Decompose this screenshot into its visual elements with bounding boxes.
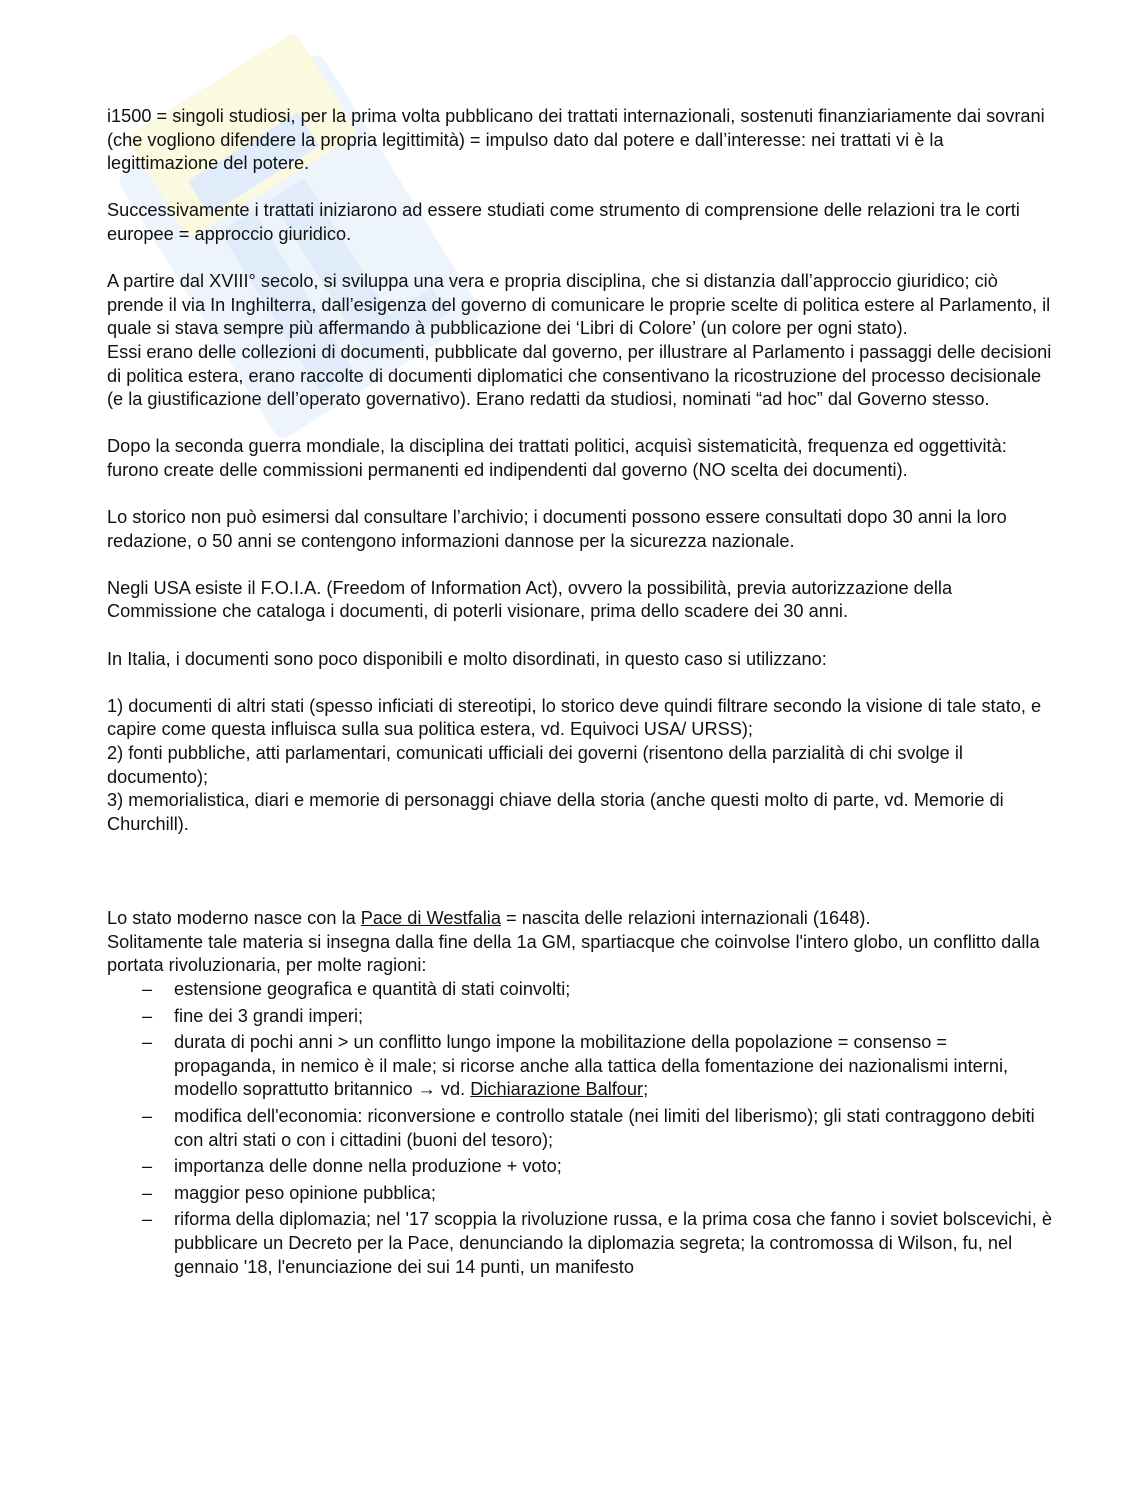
- paragraph: Negli USA esiste il F.O.I.A. (Freedom of Information Act), ovvero la possibilità, previa autorizzazione della Commissione che cataloga i documenti, di poterli visionare, prima dello scadere dei 30 anni.: [107, 577, 953, 622]
- dash-bullet: –: [142, 1032, 153, 1053]
- dash-bullet: –: [142, 978, 153, 999]
- intro-text: Lo stato moderno nasce con la: [107, 908, 361, 929]
- dash-bullet: –: [142, 1156, 153, 1177]
- dash-bullet: –: [142, 1182, 153, 1203]
- paragraph: A partire dal XVIII° secolo, si sviluppa una vera e propria disciplina, che si distanzia dall’approccio giuridico; ciò prende il via In Inghilterra, dall’esigenza del governo di comunicare le proprie scelte di politica estere al Parlamento, il quale si stava sempre più affermando à pubblicazione dei ‘Libri di Colore’ (un colore per ogni stato).: [107, 271, 1051, 339]
- reasons-list: [107, 978, 1052, 1279]
- list-item: – importanza delle donne nella produzione + voto;: [174, 1155, 1052, 1179]
- list-item: – riforma della diplomazia; nel '17 scoppia la rivoluzione russa, e la prima cosa che fanno i soviet bolscevichi, è pubblicare un Decreto per la Pace, denunciando la diplomazia segreta; la contromossa di Wilson, fu, nel gennaio '18, l'enunciazione dei sui 14 punti, un manifesto: [142, 1209, 1052, 1277]
- paragraph: In Italia, i documenti sono poco disponibili e molto disordinati, in questo caso si utilizzano:: [107, 648, 827, 669]
- paragraph: Dopo la seconda guerra mondiale, la disciplina dei trattati politici, acquisì sistematicità, frequenza ed oggettività: furono create delle commissioni permanenti ed indipendenti dal governo (NO scelta dei documenti).: [107, 436, 1007, 480]
- list-item: – durata di pochi anni > un conflitto lungo impone la mobilitazione della popolazione = consenso = propaganda, in nemico è il male; si ricorse anche alla tattica della fomentazione dei nazionalismi interni, modello soprattutto britannico → vd. Dichiarazione Balfour;: [142, 1032, 1009, 1100]
- dichiarazione-balfour-link[interactable]: Dichiarazione Balfour: [470, 1079, 644, 1100]
- dash-bullet: –: [142, 1005, 153, 1026]
- numbered-item: 3) memorialistica, diari e memorie di personaggi chiave della storia (anche questi molto di parte, vd. Memorie di Churchill).: [107, 790, 1004, 834]
- paragraph: i1500 = singoli studiosi, per la prima volta pubblicano dei trattati internazionali, sostenuti finanziariamente dai sovrani (che vogliono difendere la propria legittimità) = impulso dato dal potere e dall’interesse: nei trattati vi è la legittimazione del potere.: [107, 106, 1045, 174]
- list-item: – fine dei 3 grandi imperi;: [174, 1005, 1052, 1029]
- document-body: [107, 105, 1052, 1282]
- list-item: – estensione geografica e quantità di stati coinvolti;: [174, 978, 1052, 1002]
- pace-di-westfalia-link[interactable]: Pace di Westfalia: [360, 908, 501, 929]
- numbered-item: 1) documenti di altri stati (spesso inficiati di stereotipi, lo storico deve quindi filtrare secondo la visione di tale stato, e capire come questa influisca sulla sua politica estera, vd. Equivoci USA/ URSS);: [107, 695, 1042, 740]
- paragraph: Lo storico non può esimersi dal consultare l’archivio; i documenti possono essere consultati dopo 30 anni la loro redazione, o 50 anni se contengono informazioni dannose per la sicurezza nazionale.: [107, 507, 1007, 551]
- numbered-item: 2) fonti pubbliche, atti parlamentari, comunicati ufficiali dei governi (risentono della parzialità di chi svolge il documento);: [107, 743, 963, 787]
- section-intro: [107, 907, 1052, 931]
- paragraph: Essi erano delle collezioni di documenti, pubblicate dal governo, per illustrare al Parlamento i passaggi delle decisioni di politica estera, erano raccolte di documenti diplomatici che consentivano la ricostruzione del processo decisionale (e la giustificazione dell’operato governativo). Erano redatti da studiosi, nominati “ad hoc” dal Governo stesso.: [107, 341, 1052, 410]
- dash-bullet: –: [142, 1105, 153, 1126]
- paragraph: Successivamente i trattati iniziarono ad essere studiati come strumento di comprensione delle relazioni tra le corti europee = approccio giuridico.: [107, 200, 1020, 244]
- section-intro-rest: Solitamente tale materia si insegna dalla fine della 1a GM, spartiacque che coinvolse l'intero globo, un conflitto dalla portata rivoluzionaria, per molte ragioni:: [107, 931, 1040, 976]
- list-item: – maggior peso opinione pubblica;: [174, 1182, 1052, 1206]
- dash-bullet: –: [142, 1209, 153, 1230]
- intro-text: = nascita delle relazioni internazionali (1648).: [500, 908, 871, 929]
- list-item: – modifica dell'economia: riconversione e controllo statale (nei limiti del liberismo); gli stati contraggono debiti con altri stati o con i cittadini (buoni del tesoro);: [142, 1105, 1035, 1150]
